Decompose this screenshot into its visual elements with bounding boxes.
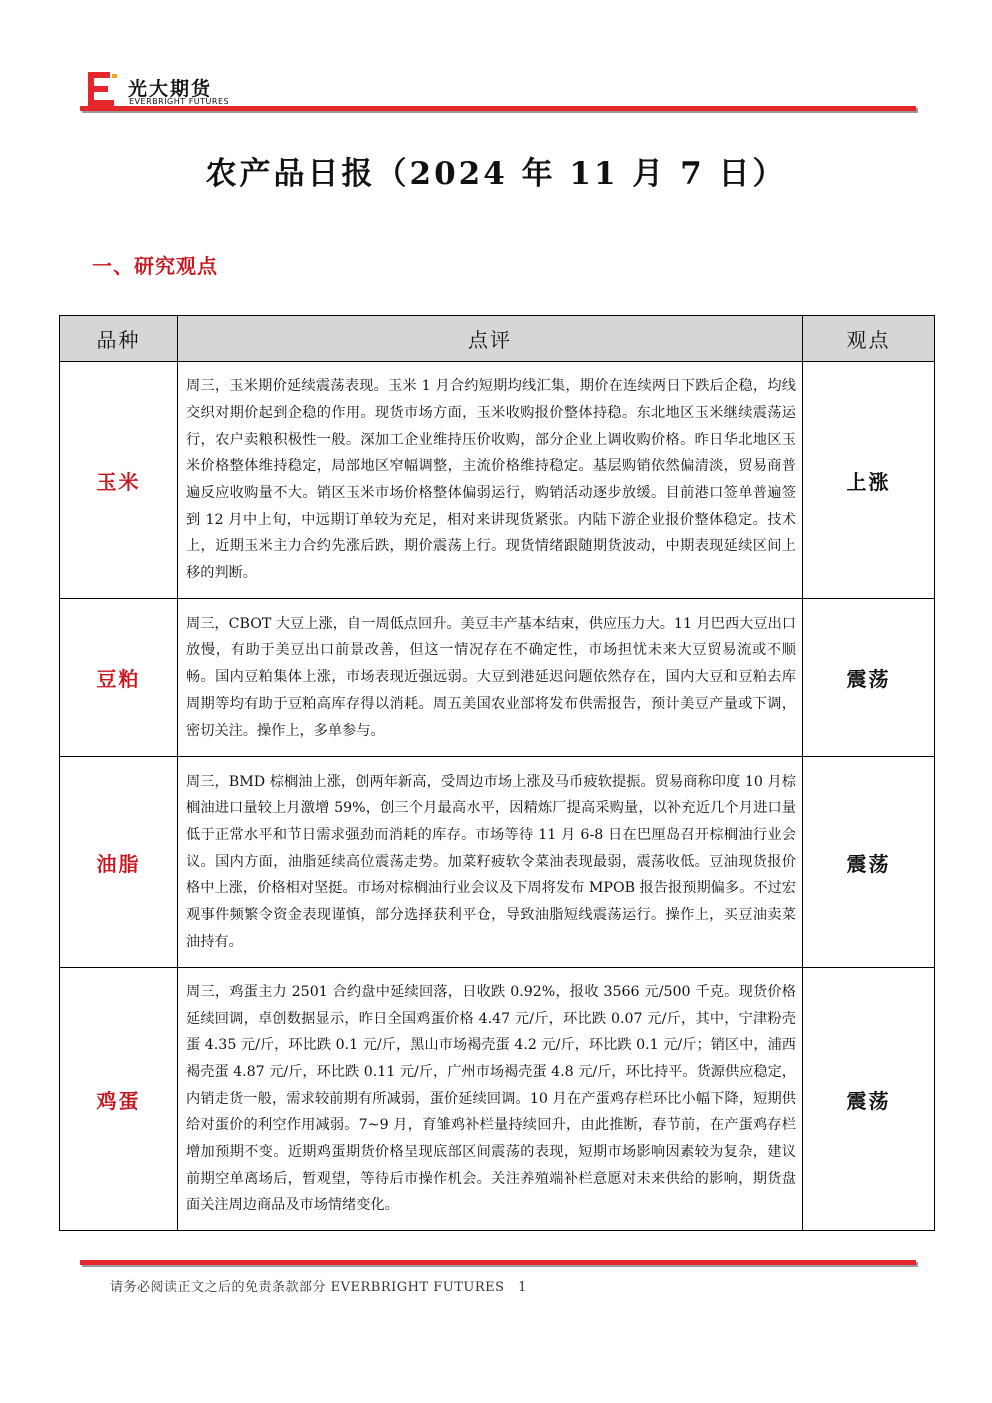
logo-text-cn: 光大期货 xyxy=(128,78,213,100)
comment-cell: 周三，玉米期价延续震荡表现。玉米 1 月合约短期均线汇集，期价在连续两日下跌后企稳，均线交织对期价起到企稳的作用。现货市场方面，玉米收购报价整体持稳。东北地区玉米继续震荡运行，农户卖粮积极性一般。深加工企业维持压价收购，部分企业上调收购价格。昨日华北地区玉米价格整体维持稳定，局部地区窄幅调整，主流价格维持稳定。基层购销依然偏清淡，贸易商普遍反应收购量不大。销区玉米市场价格整体偏弱运行，购销活动逐步放缓。目前港口签单普遍签到 12 月中上旬，中远期订单较为充足，相对来讲现货紧张。内陆下游企业报价整体稳定。技术上，近期玉米主力合约先涨后跌，期价震荡上行。现货情绪跟随期货波动，中期表现延续区间上移的判断。 xyxy=(178,362,803,599)
footer-disclaimer: 请务必阅读正文之后的免责条款部分 EVERBRIGHT FUTURES 1 xyxy=(110,1280,527,1295)
view-cell: 上涨 xyxy=(803,362,935,599)
everbright-logo-icon xyxy=(88,72,118,106)
table-row xyxy=(60,968,935,1231)
comment-cell: 周三，CBOT 大豆上涨，自一周低点回升。美豆丰产基本结束，供应压力大。11 月巴西大豆出口放慢，有助于美豆出口前景改善，但这一情况存在不确定性，市场担忧未来大豆贸易流或不顺畅。国内豆粕集体上涨，市场表现近强远弱。大豆到港延迟问题依然存在，国内大豆和豆粕去库周期等均有助于豆粕高库存得以消耗。周五美国农业部将发布供需报告，预计美豆产量或下调，密切关注。操作上，多单参与。 xyxy=(178,599,803,757)
report-title: 农产品日报（2024 年 11 月 7 日） xyxy=(205,156,787,192)
table-header-row xyxy=(60,316,935,362)
column-header-variety: 品种 xyxy=(60,316,178,362)
view-cell: 震荡 xyxy=(803,757,935,968)
view-cell: 震荡 xyxy=(803,599,935,757)
section-heading: 一、研究观点 xyxy=(92,254,218,278)
column-header-comment: 点评 xyxy=(178,316,803,362)
column-header-view: 观点 xyxy=(803,316,935,362)
comment-cell: 周三，鸡蛋主力 2501 合约盘中延续回落，日收跌 0.92%，报收 3566 元/500 千克。现货价格延续回调，卓创数据显示，昨日全国鸡蛋价格 4.47 元/斤，环比跌 0.07 元/斤，其中，宁津粉壳蛋 4.35 元/斤，环比跌 0.1 元/斤，黑山市场褐壳蛋 4.2 元/斤，环比跌 0.1 元/斤；销区中，浦西褐壳蛋 4.87 元/斤，环比跌 0.11 元/斤，广州市场褐壳蛋 4.8 元/斤，环比持平。货源供应稳定，内销走货一般，需求较前期有所减弱，蛋价延续回调。10 月在产蛋鸡存栏环比小幅下降，短期供给对蛋价的利空作用减弱。7~9 月，育雏鸡补栏量持续回升，由此推断，春节前，在产蛋鸡存栏增加预期不变。近期鸡蛋期货价格呈现底部区间震荡的表现，短期市场影响因素较为复杂，建议前期空单离场后，暂观望，等待后市操作机会。关注养殖端补栏意愿对未来供给的影响，期货盘面关注周边商品及市场情绪变化。 xyxy=(178,968,803,1231)
variety-cell: 鸡蛋 xyxy=(60,968,178,1231)
comment-cell: 周三，BMD 棕榈油上涨，创两年新高，受周边市场上涨及马币疲软提振。贸易商称印度 10 月棕榈油进口量较上月激增 59%，创三个月最高水平，因精炼厂提高采购量，以补充近几个月进口量低于正常水平和节日需求强劲而消耗的库存。市场等待 11 月 6-8 日在巴厘岛召开棕榈油行业会议。国内方面，油脂延续高位震荡走势。加菜籽疲软令菜油表现最弱，震荡收低。豆油现货报价格中上涨，价格相对坚挺。市场对棕榈油行业会议及下周将发布 MPOB 报告报预期偏多。不过宏观事件频繁令资金表现谨慎，部分选择获利平仓，导致油脂短线震荡运行。操作上，买豆油卖菜油持有。 xyxy=(178,757,803,968)
table-row xyxy=(60,599,935,757)
table-row xyxy=(60,757,935,968)
header-rule xyxy=(80,106,916,111)
logo-text-en: EVERBRIGHT FUTURES xyxy=(129,97,230,106)
footer-rule xyxy=(80,1260,916,1265)
variety-cell: 油脂 xyxy=(60,757,178,968)
variety-cell: 玉米 xyxy=(60,362,178,599)
research-table xyxy=(59,315,935,1231)
variety-cell: 豆粕 xyxy=(60,599,178,757)
table-row xyxy=(60,362,935,599)
view-cell: 震荡 xyxy=(803,968,935,1231)
